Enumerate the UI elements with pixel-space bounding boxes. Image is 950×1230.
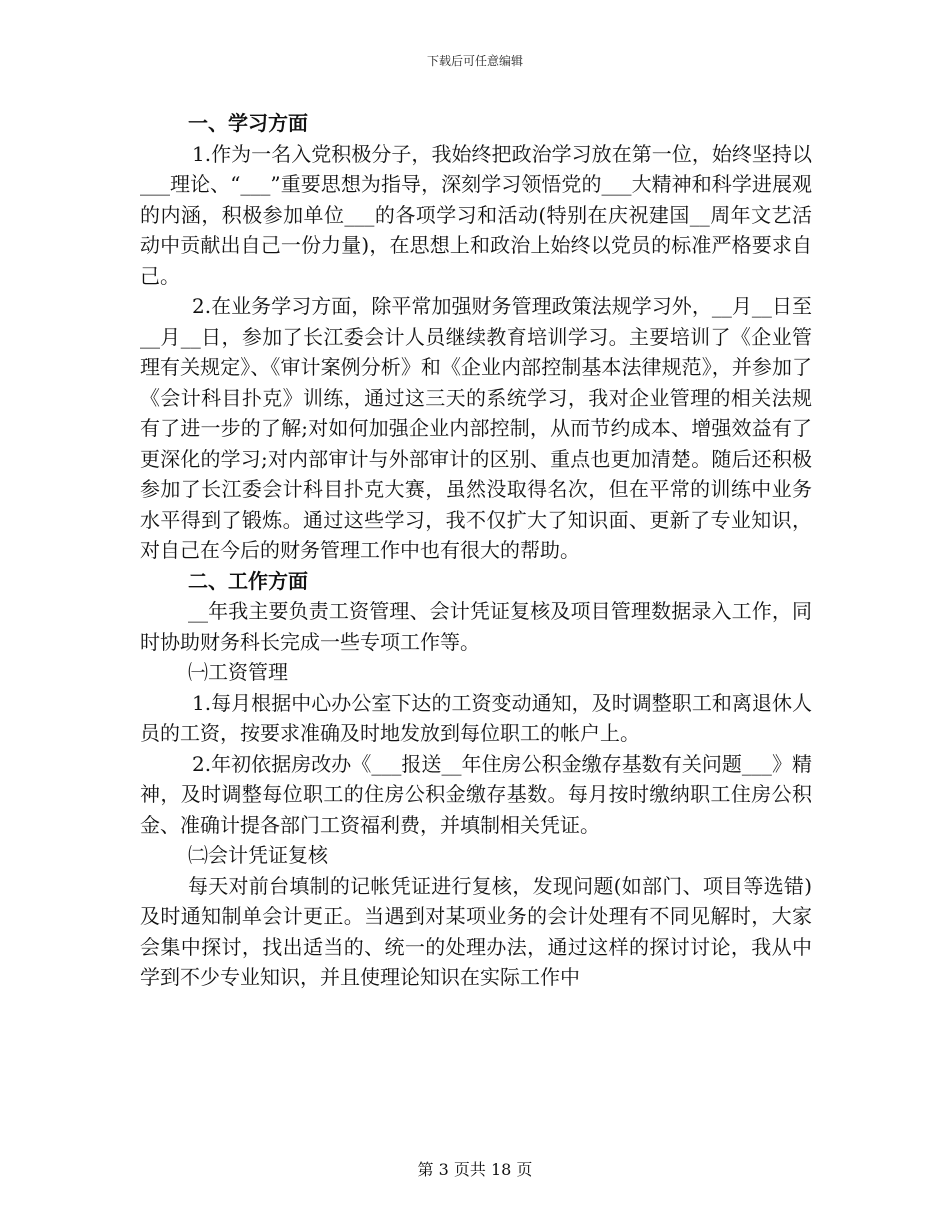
paragraph-salary-adjustment: 1.每月根据中心办公室下达的工资变动通知，及时调整职工和离退休人员的工资，按要求准确及时地发放到每位职工的帐户上。: [140, 690, 812, 745]
paragraph-political-study: 1.作为一名入党积极分子，我始终把政治学习放在第一位，始终坚持以___理论、“___”重要思想为指导，深刻学习领悟党的___大精神和科学进展观的内涵，积极参加单位___的各项学习和活动(特别在庆祝建国__周年文艺活动中贡献出自己一份力量)，在思想上和政治上始终以党员的标准严格要求自己。: [140, 141, 812, 288]
subheading-salary-management: ㈠工资管理: [188, 660, 288, 684]
document-body: [140, 108, 812, 993]
subheading-voucher-review: ㈡会计凭证复核: [188, 843, 328, 867]
page-number-footer: 第 3 页共 18 页: [417, 1160, 533, 1179]
section-heading-study: 一、学习方面: [188, 111, 308, 135]
paragraph-business-study: 2.在业务学习方面，除平常加强财务管理政策法规学习外，__月__日至__月__日，参加了长江委会计人员继续教育培训学习。主要培训了《企业管理有关规定》、《审计案例分析》和《企业内部控制基本法律规范》，并参加了《会计科目扑克》训练，通过这三天的系统学习，我对企业管理的相关法规有了进一步的了解;对如何加强企业内部控制，从而节约成本、增强效益有了更深化的学习;对内部审计与外部审计的区别、重点也更加清楚。随后还积极参加了长江委会计科目扑克大赛，虽然没取得名次，但在平常的训练中业务水平得到了锻炼。通过这些学习，我不仅扩大了知识面、更新了专业知识，对自己在今后的财务管理工作中也有很大的帮助。: [140, 294, 812, 562]
page-header: 下载后可任意编辑: [426, 54, 523, 68]
paragraph-work-overview: __年我主要负责工资管理、会计凭证复核及项目管理数据录入工作，同时协助财务科长完成一些专项工作等。: [140, 599, 812, 654]
paragraph-housing-fund: 2.年初依据房改办《___报送__年住房公积金缴存基数有关问题___》精神，及时调整每位职工的住房公积金缴存基数。每月按时缴纳职工住房公积金、准确计提各部门工资福利费，并填制相关凭证。: [140, 751, 812, 837]
section-heading-work: 二、工作方面: [188, 568, 308, 593]
paragraph-voucher-review: 每天对前台填制的记帐凭证进行复核，发现问题(如部门、项目等选错)及时通知制单会计更正。当遇到对某项业务的会计处理有不同见解时，大家会集中探讨，找出适当的、统一的处理办法，通过这样的探讨讨论，我从中学到不少专业知识，并且使理论知识在实际工作中: [140, 873, 812, 989]
